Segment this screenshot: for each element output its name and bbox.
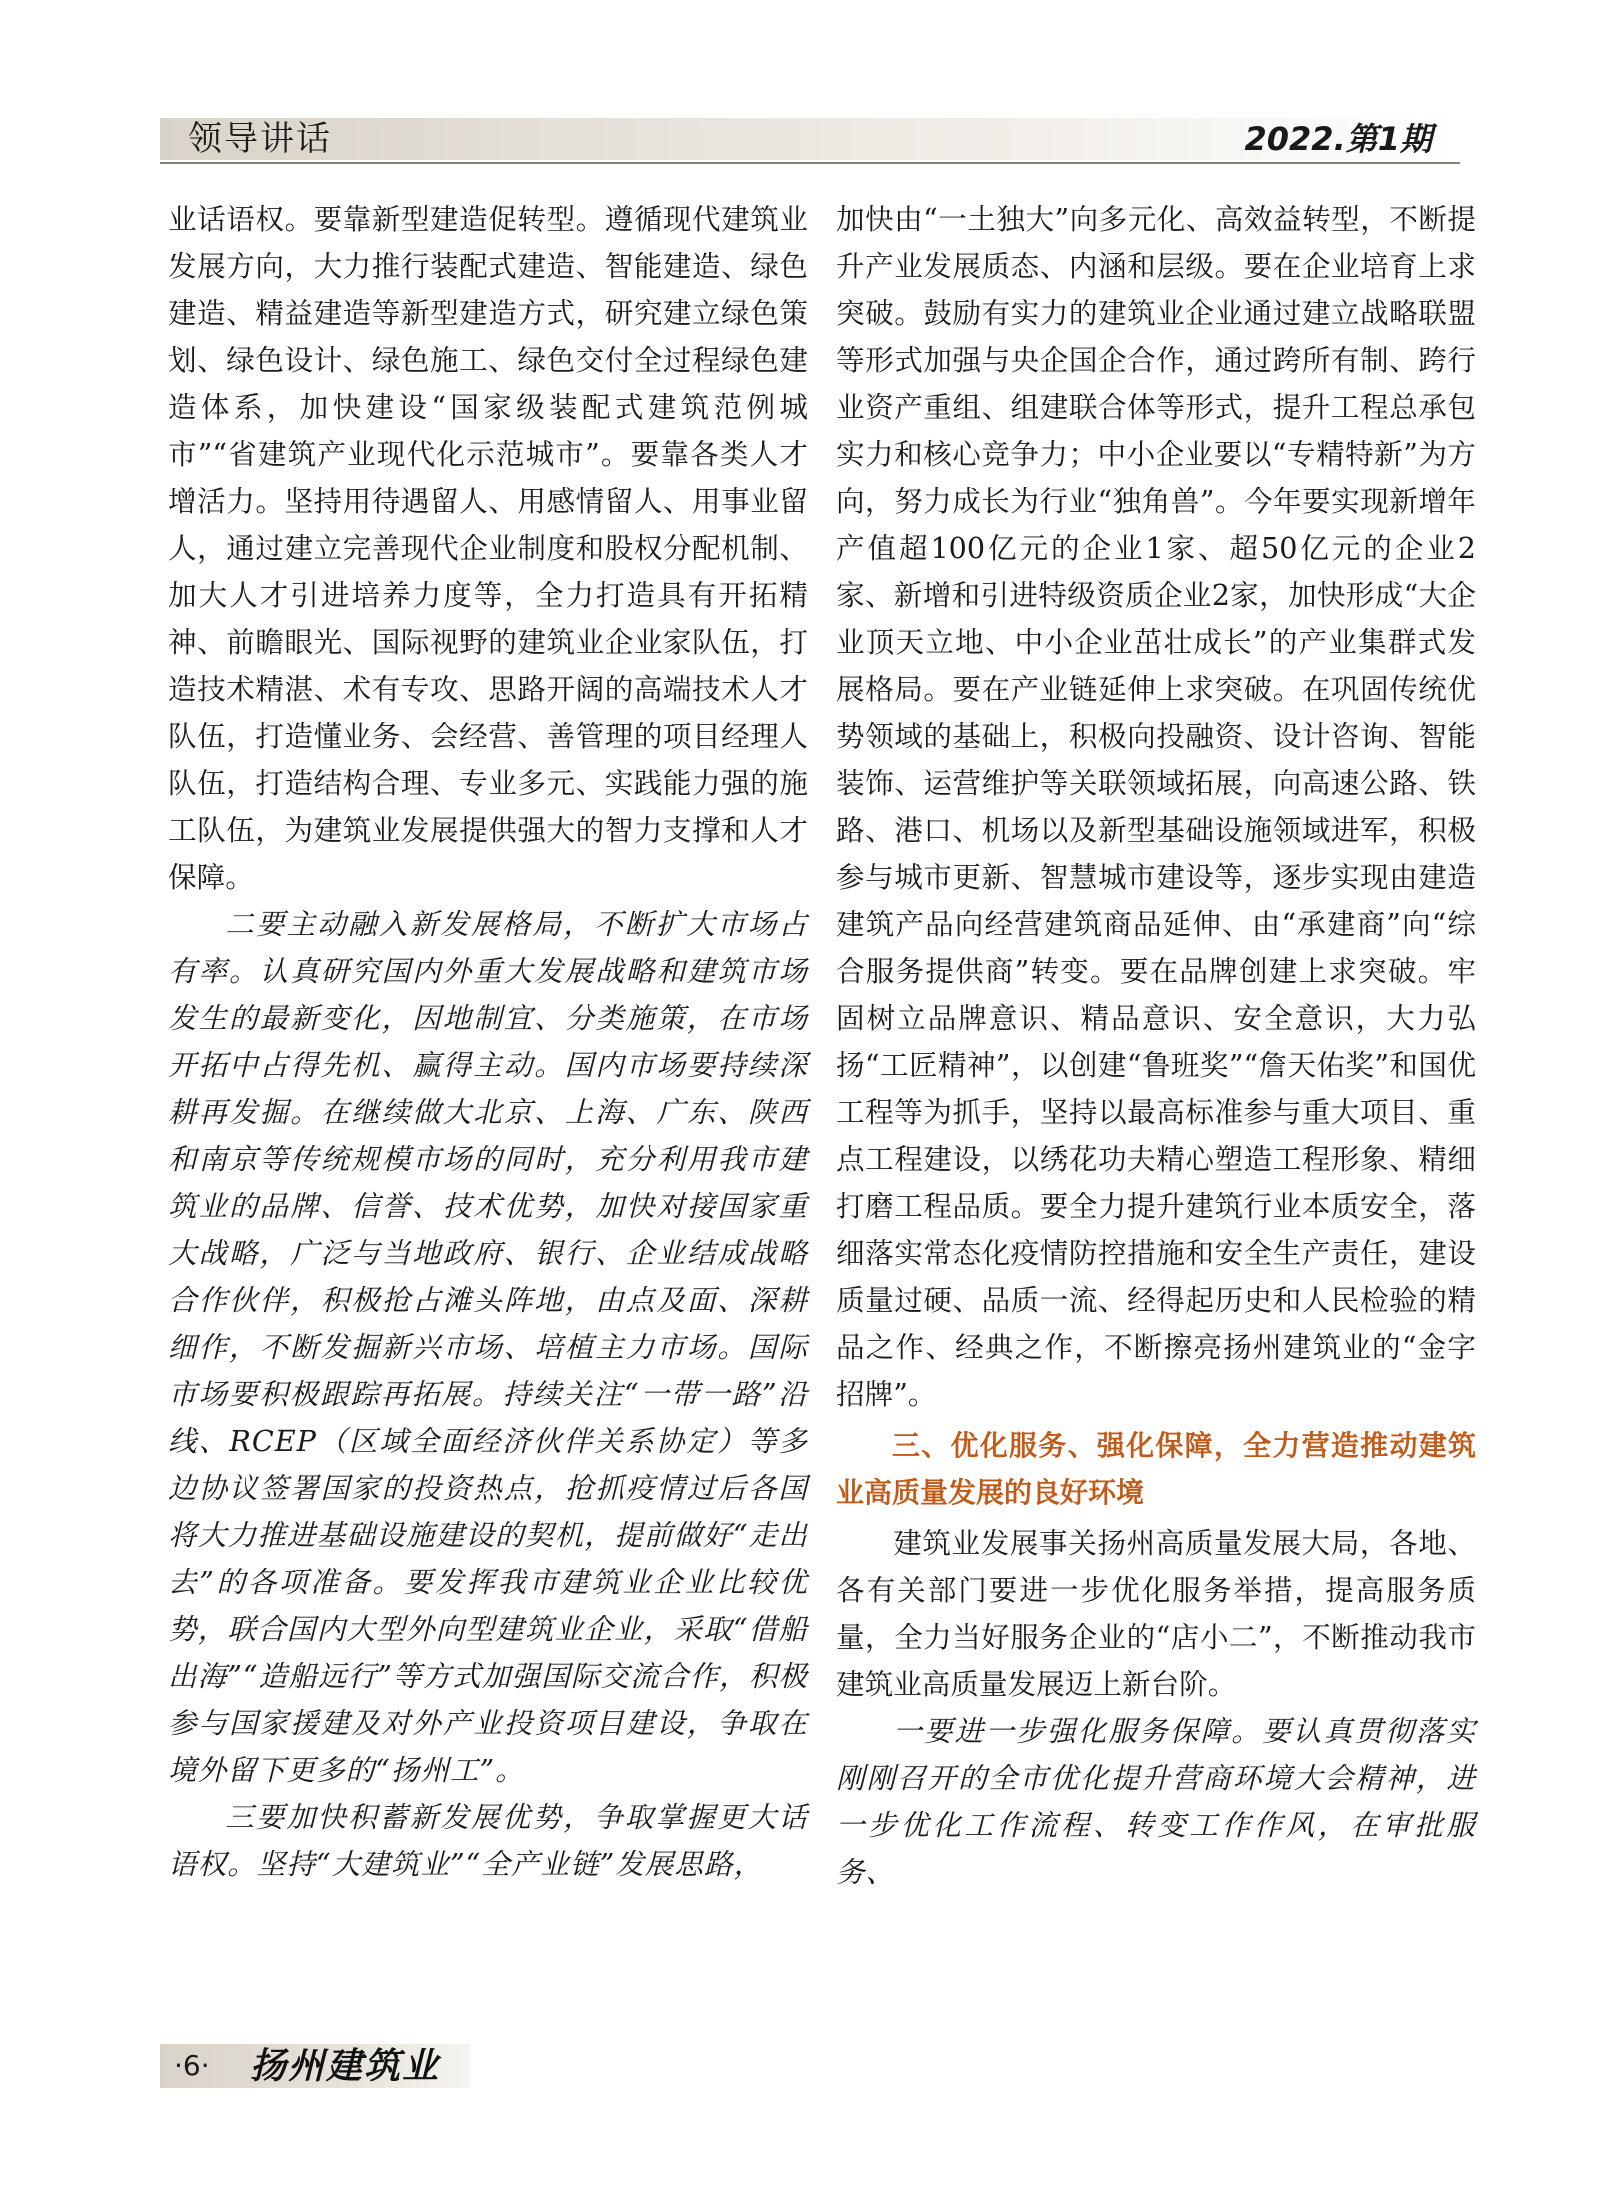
paragraph: 业话语权。要靠新型建造促转型。遵循现代建筑业发展方向，大力推行装配式建造、智能建造、绿色建造、精益建造等新型建造方式，研究建立绿色策划、绿色设计、绿色施工、绿色交付全过程绿色建造体系，加快建设“国家级装配式建筑范例城市”“省建筑产业现代化示范城市”。要靠各类人才增活力。坚持用待遇留人、用感情留人、用事业留人，通过建立完善现代企业制度和股权分配机制、加大人才引进培养力度等，全力打造具有开拓精神、前瞻眼光、国际视野的建筑业企业家队伍，打造技术精湛、术有专攻、思路开阔的高端技术人才队伍，打造懂业务、会经营、善管理的项目经理人队伍，打造结构合理、专业多元、实践能力强的施工队伍，为建筑业发展提供强大的智力支撑和人才保障。 xyxy=(168,202,808,894)
paragraph: 加快由“一土独大”向多元化、高效益转型，不断提升产业发展质态、内涵和层级。要在企业培育上求突破。鼓励有实力的建筑业企业通过建立战略联盟等形式加强与央企国企合作，通过跨所有制、跨行业资产重组、组建联合体等形式，提升工程总承包实力和核心竞争力；中小企业要以“专精特新”为方向，努力成长为行业“独角兽”。今年要实现新增年产值超100亿元的企业1家、超50亿元的企业2家、新增和引进特级资质企业2家，加快形成“大企业顶天立地、中小企业茁壮成长”的产业集群式发展格局。要在产业链延伸上求突破。在巩固传统优势领域的基础上，积极向投融资、设计咨询、智能装饰、运营维护等关联领域拓展，向高速公路、铁路、港口、机场以及新型基础设施领域进军，积极参与城市更新、智慧城市建设等，逐步实现由建造建筑产品向经营建筑商品延伸、由“承建商”向“综合服务提供商”转变。要在品牌创建上求突破。牢固树立品牌意识、精品意识、安全意识，大力弘扬“工匠精神”，以创建“鲁班奖”“詹天佑奖”和国优工程等为抓手，坚持以最高标准参与重大项目、重点工程建设，以绣花功夫精心塑造工程形象、精细打磨工程品质。要全力提升建筑行业本质安全，落细落实常态化疫情防控措施和安全生产责任，建设质量过硬、品质一流、经得起历史和人民检验的精品之作、经典之作，不断擦亮扬州建筑业的“金字招牌”。 xyxy=(836,202,1476,1411)
paragraph: 建筑业发展事关扬州高质量发展大局，各地、各有关部门要进一步优化服务举措，提高服务质量，全力当好服务企业的“店小二”，不断推动我市建筑业高质量发展迈上新台阶。 xyxy=(836,1526,1476,1701)
paragraph: 三要加快积蓄新发展优势，争取掌握更大话语权。坚持“大建筑业”“全产业链”发展思路， xyxy=(168,1800,808,1881)
paragraph: 一要进一步强化服务保障。要认真贯彻落实刚刚召开的全市优化提升营商环境大会精神，进一步优化工作流程、转变工作作风，在审批服务、 xyxy=(836,1714,1476,1889)
right-column xyxy=(836,196,1476,1896)
left-column xyxy=(168,196,808,1888)
section-title: 领导讲话 xyxy=(188,119,332,159)
section-heading: 三、优化服务、强化保障，全力营造推动建筑业高质量发展的良好环境 xyxy=(836,1429,1476,1509)
section-header-bar xyxy=(160,118,1460,160)
magazine-logo: 扬州建筑业 xyxy=(250,2045,441,2087)
page-number: ·6· xyxy=(174,2049,210,2082)
footer-bar xyxy=(160,2044,470,2088)
header-rule xyxy=(160,162,1460,164)
issue-label: 2022.第1期 xyxy=(1244,120,1432,158)
paragraph: 二要主动融入新发展格局，不断扩大市场占有率。认真研究国内外重大发展战略和建筑市场发生的最新变化，因地制宜、分类施策，在市场开拓中占得先机、赢得主动。国内市场要持续深耕再发掘。在继续做大北京、上海、广东、陕西和南京等传统规模市场的同时，充分利用我市建筑业的品牌、信誉、技术优势，加快对接国家重大战略，广泛与当地政府、银行、企业结成战略合作伙伴，积极抢占滩头阵地，由点及面、深耕细作，不断发掘新兴市场、培植主力市场。国际市场要积极跟踪再拓展。持续关注“一带一路”沿线、RCEP（区域全面经济伙伴关系协定）等多边协议签署国家的投资热点，抢抓疫情过后各国将大力推进基础设施建设的契机，提前做好“走出去”的各项准备。要发挥我市建筑业企业比较优势，联合国内大型外向型建筑业企业，采取“借船出海”“造船远行”等方式加强国际交流合作，积极参与国家援建及对外产业投资项目建设，争取在境外留下更多的“扬州工”。 xyxy=(168,907,808,1787)
